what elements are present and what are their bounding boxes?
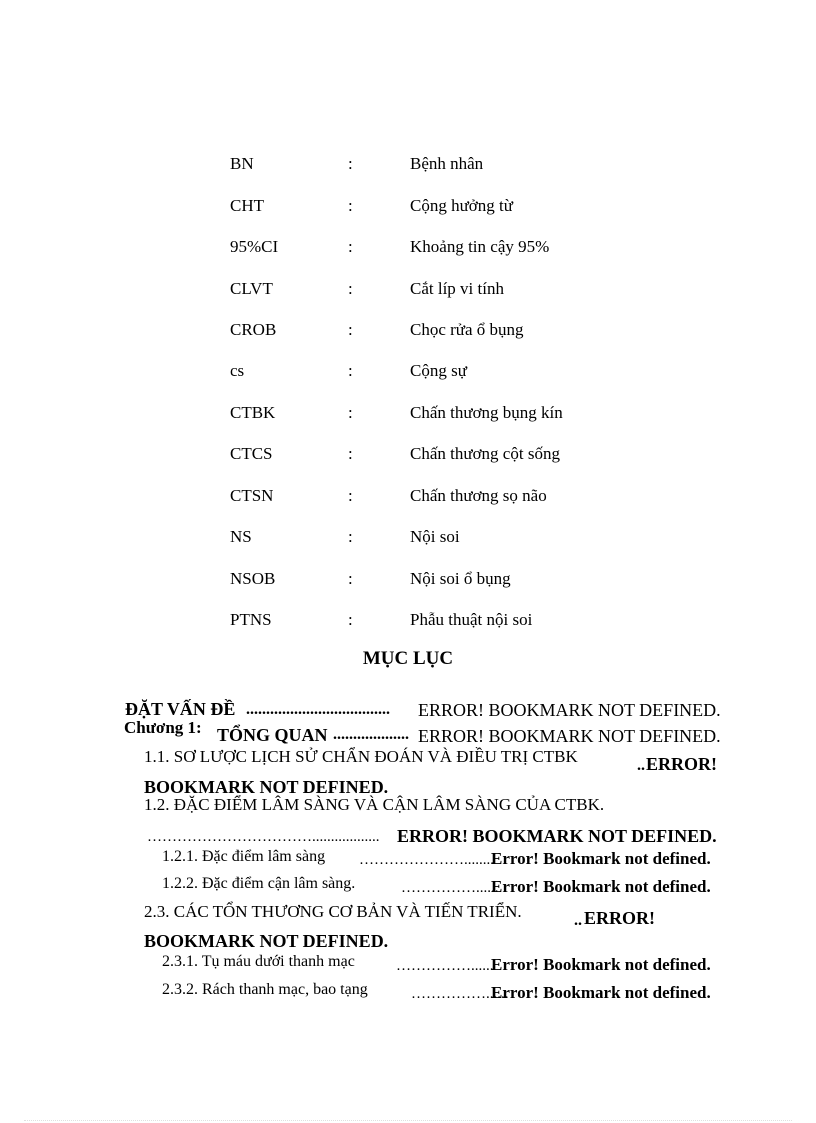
- abbr-meaning: Nội soi ổ bụng: [410, 569, 511, 588]
- abbr-meaning: Cắt líp vi tính: [410, 279, 504, 298]
- toc-page-ref: Error! Bookmark not defined.: [491, 983, 711, 1002]
- abbr-meaning: Cộng hưởng từ: [410, 196, 513, 215]
- abbr-row: [230, 567, 650, 591]
- toc-entry-label: 1.2. ĐẶC ĐIỂM LÂM SÀNG VÀ CẬN LÂM SÀNG CỦA CTBK.: [144, 795, 605, 814]
- toc-leader-dots: ……………......: [411, 986, 509, 1002]
- abbr-row: [230, 525, 650, 549]
- toc-entry-label: 2.3. CÁC TỔN THƯƠNG CƠ BẢN VÀ TIẾN TRIỂN.: [144, 902, 522, 921]
- toc-entry-label: ĐẶT VẤN ĐỀ: [125, 699, 236, 719]
- toc-leader-dots: ...................: [333, 726, 409, 743]
- toc-entry-label: 2.3.2. Rách thanh mạc, bao tạng: [162, 981, 368, 998]
- toc-page-ref: ERROR!: [646, 754, 717, 774]
- abbr-separator: :: [348, 320, 353, 339]
- abbr-meaning: Khoảng tin cậy 95%: [410, 237, 550, 256]
- toc-page-ref: ERROR! BOOKMARK NOT DEFINED.: [397, 826, 717, 846]
- abbr-separator: :: [348, 444, 353, 463]
- abbr-meaning: Chấn thương cột sống: [410, 444, 560, 463]
- abbr-code: NSOB: [230, 569, 276, 588]
- abbr-row: [230, 608, 650, 632]
- toc-entry-label: 2.3.1. Tụ máu dưới thanh mạc: [162, 953, 355, 970]
- abbr-separator: :: [348, 486, 353, 505]
- toc-chapter-prefix: Chương 1:: [124, 718, 202, 737]
- toc-entry-label: 1.2.1. Đặc điểm lâm sàng: [162, 848, 326, 865]
- toc-page-ref: Error! Bookmark not defined.: [491, 877, 711, 896]
- abbr-code: CTBK: [230, 403, 276, 422]
- abbr-separator: :: [348, 237, 353, 256]
- abbr-meaning: Bệnh nhân: [410, 154, 484, 173]
- abbr-code: CTCS: [230, 444, 273, 463]
- abbr-separator: :: [348, 527, 353, 546]
- toc-entry-label: TỔNG QUAN: [217, 725, 328, 745]
- abbr-code: PTNS: [230, 610, 272, 629]
- toc-leader-dots: ..: [574, 912, 582, 929]
- abbr-row: [230, 484, 650, 508]
- abbr-separator: :: [348, 361, 353, 380]
- abbr-row: [230, 152, 650, 176]
- abbr-code: 95%CI: [230, 237, 279, 256]
- toc-page-ref: ERROR! BOOKMARK NOT DEFINED.: [418, 726, 721, 746]
- abbr-code: CROB: [230, 320, 277, 339]
- toc-page-ref: ERROR! BOOKMARK NOT DEFINED.: [418, 700, 721, 720]
- abbr-row: [230, 235, 650, 259]
- abbr-row: [230, 318, 650, 342]
- abbr-separator: :: [348, 610, 353, 629]
- abbr-separator: :: [348, 196, 353, 215]
- toc-entry-label: 1.1. SƠ LƯỢC LỊCH SỬ CHẨN ĐOÁN VÀ ĐIỀU TRỊ CTBK: [144, 747, 578, 766]
- abbr-code: CHT: [230, 196, 264, 215]
- abbr-row: [230, 277, 650, 301]
- toc-leader-dots: ……………………………..................: [147, 829, 380, 845]
- abbr-meaning: Chấn thương bụng kín: [410, 403, 563, 422]
- toc-leader-dots: ....................................: [246, 701, 390, 718]
- abbr-separator: :: [348, 279, 353, 298]
- abbr-meaning: Phẫu thuật nội soi: [410, 610, 533, 629]
- abbr-code: cs: [230, 361, 245, 380]
- abbr-code: NS: [230, 527, 252, 546]
- toc-page-ref: Error! Bookmark not defined.: [491, 849, 711, 868]
- abbr-separator: :: [348, 403, 353, 422]
- toc-page-ref-continued: BOOKMARK NOT DEFINED.: [144, 777, 389, 797]
- abbr-meaning: Nội soi: [410, 527, 460, 546]
- abbr-meaning: Chọc rửa ổ bụng: [410, 320, 524, 339]
- abbr-row: [230, 442, 650, 466]
- abbr-row: [230, 194, 650, 218]
- toc-leader-dots: ……………......: [401, 880, 499, 896]
- toc-entry-label: 1.2.2. Đặc điểm cận lâm sàng.: [162, 875, 356, 892]
- abbr-row: [230, 359, 650, 383]
- toc-leader-dots: ……………......: [396, 958, 494, 974]
- toc-page-ref-continued: BOOKMARK NOT DEFINED.: [144, 931, 389, 951]
- abbr-separator: :: [348, 154, 353, 173]
- abbr-code: BN: [230, 154, 254, 173]
- abbr-code: CTSN: [230, 486, 274, 505]
- abbr-separator: :: [348, 569, 353, 588]
- toc-page-ref: ERROR!: [584, 908, 655, 928]
- toc-leader-dots: ..: [637, 757, 645, 774]
- toc-page-ref: Error! Bookmark not defined.: [491, 955, 711, 974]
- page-bottom-edge: [24, 1120, 792, 1121]
- abbr-meaning: Chấn thương sọ não: [410, 486, 547, 505]
- toc-title: MỤC LỤC: [362, 648, 454, 669]
- toc-leader-dots: …………………........: [359, 852, 494, 868]
- abbr-meaning: Cộng sự: [410, 361, 467, 380]
- abbr-row: [230, 401, 650, 425]
- abbr-code: CLVT: [230, 279, 273, 298]
